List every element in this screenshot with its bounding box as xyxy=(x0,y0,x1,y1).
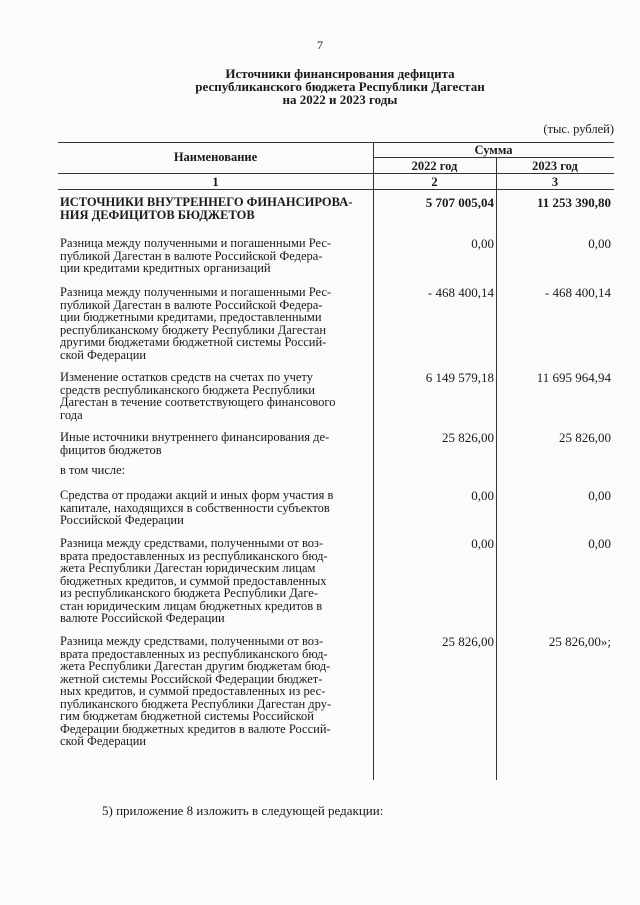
title-line-2: республиканского бюджета Республики Дагестан xyxy=(195,79,485,94)
row-name-line: Разница между средствами, полученными от воз- xyxy=(60,634,324,648)
column-divider-2 xyxy=(496,157,497,780)
column-number-2: 2 xyxy=(431,175,438,189)
row-name-line: ции кредитами кредитных организаций xyxy=(60,261,271,275)
column-number-1: 1 xyxy=(212,175,219,189)
row-name-line: публикой Дагестан в валюте Российской Федера- xyxy=(60,297,323,312)
title-line-1: Источники финансирования дефицита xyxy=(225,66,455,81)
value-2022: - 468 400,14 xyxy=(427,285,494,300)
value-2022: 5 707 005,04 xyxy=(425,195,494,210)
value-2022: 0,00 xyxy=(471,488,494,503)
row-name-line: публикой Дагестан в валюте Российской Федера- xyxy=(60,248,323,263)
page-number: 7 xyxy=(317,38,323,52)
row-name xyxy=(60,371,372,421)
value-2022: 25 826,00 xyxy=(442,430,494,445)
value-2022: 0,00 xyxy=(471,236,494,251)
title-line-3: на 2022 и 2023 годы xyxy=(282,92,398,107)
row-name-line: ИСТОЧНИКИ ВНУТРЕННЕГО ФИНАНСИРОВА- xyxy=(60,195,353,209)
row-name-line: Федерации бюджетных кредитов в валюте Россий- xyxy=(60,721,331,736)
row-name-line: Российской Федерации xyxy=(60,513,184,527)
row-name xyxy=(60,431,372,456)
value-2023: 0,00 xyxy=(588,236,611,251)
row-name-line: Разница между средствами, полученными от воз- xyxy=(60,536,324,550)
header-year-2023: 2023 год xyxy=(532,159,578,173)
row-name-line: жетной системы Российской Федерации бюджет- xyxy=(60,671,323,686)
value-2023: 25 826,00»; xyxy=(548,634,611,649)
units-label: (тыс. рублей) xyxy=(543,122,614,136)
row-name-line: Иные источники внутреннего финансирования де- xyxy=(60,430,330,444)
row-name-line: ской Федерации xyxy=(60,347,147,362)
row-name-line: Разница между полученными и погашенными Рес- xyxy=(60,236,332,250)
row-name-line: гим бюджетам бюджетной системы Российской xyxy=(60,709,314,723)
row-name-line: ской Федерации xyxy=(60,734,147,748)
footer-instruction: 5) приложение 8 изложить в следующей редакции: xyxy=(102,803,384,818)
value-2023: 11 695 964,94 xyxy=(536,370,611,385)
row-name-line: средств республиканского бюджета Республики xyxy=(60,382,315,397)
value-2022: 25 826,00 xyxy=(442,634,494,649)
row-name-line: жета Республики Дагестан другим бюджетам бюд- xyxy=(60,659,331,673)
row-name-line: публиканского бюджета Республики Дагестан дру- xyxy=(60,696,332,711)
row-name-line: из республиканского бюджета Республики Даге- xyxy=(60,586,319,600)
value-2023: - 468 400,14 xyxy=(544,285,611,300)
row-name-line: другими бюджетами бюджетной системы Россий- xyxy=(60,335,327,349)
row-name-line: фицитов бюджетов xyxy=(60,442,162,457)
row-name-line: Изменение остатков средств на счетах по учету xyxy=(60,370,313,384)
row-name xyxy=(60,537,372,625)
header-name: Наименование xyxy=(173,150,258,164)
row-name xyxy=(60,635,372,748)
row-name xyxy=(60,196,372,221)
column-number-3: 3 xyxy=(551,175,559,189)
financing-table xyxy=(58,142,614,780)
value-2022: 0,00 xyxy=(471,536,494,551)
row-name-line: года xyxy=(60,407,83,422)
row-name-line: капитале, находящихся в собственности субъектов xyxy=(60,500,330,515)
row-name xyxy=(60,489,372,527)
row-name-line: бюджетных кредитов, и суммой предоставленных xyxy=(60,573,327,588)
row-name xyxy=(60,286,372,361)
row-name-line: ции бюджетными кредитами, предоставленными xyxy=(60,310,322,324)
row-name-line: Средства от продажи акций и иных форм участия в xyxy=(60,488,334,502)
row-name-line: Разница между полученными и погашенными Рес- xyxy=(60,285,332,299)
header-sum: Сумма xyxy=(474,143,513,157)
value-2023: 25 826,00 xyxy=(559,430,611,445)
row-name-line: ных кредитов, и суммой предоставленных из рес- xyxy=(60,684,326,698)
row-name-line: Дагестан в течение соответствующего финансового xyxy=(60,395,336,409)
value-2022: 6 149 579,18 xyxy=(425,370,494,385)
row-name-line: врата предоставленных из республиканского бюд- xyxy=(60,646,328,661)
row-name-line: валюте Российской Федерации xyxy=(60,611,225,625)
row-name-line: в том числе: xyxy=(60,463,126,477)
value-2023: 11 253 390,80 xyxy=(536,195,611,210)
document-title xyxy=(60,67,620,106)
row-name-line: врата предоставленных из республиканского бюд- xyxy=(60,548,328,563)
row-name xyxy=(60,464,372,477)
row-name-line: стан юридическим лицам бюджетных кредитов в xyxy=(60,598,323,613)
row-name-line: НИЯ ДЕФИЦИТОВ БЮДЖЕТОВ xyxy=(60,207,255,222)
row-name-line: жета Республики Дагестан юридическим лицам xyxy=(60,561,316,575)
header-year-2022: 2022 год xyxy=(411,159,458,173)
row-name-line: республиканскому бюджету Республики Дагестан xyxy=(60,322,327,337)
value-2023: 0,00 xyxy=(588,536,611,551)
row-name xyxy=(60,237,372,275)
value-2023: 0,00 xyxy=(588,488,611,503)
